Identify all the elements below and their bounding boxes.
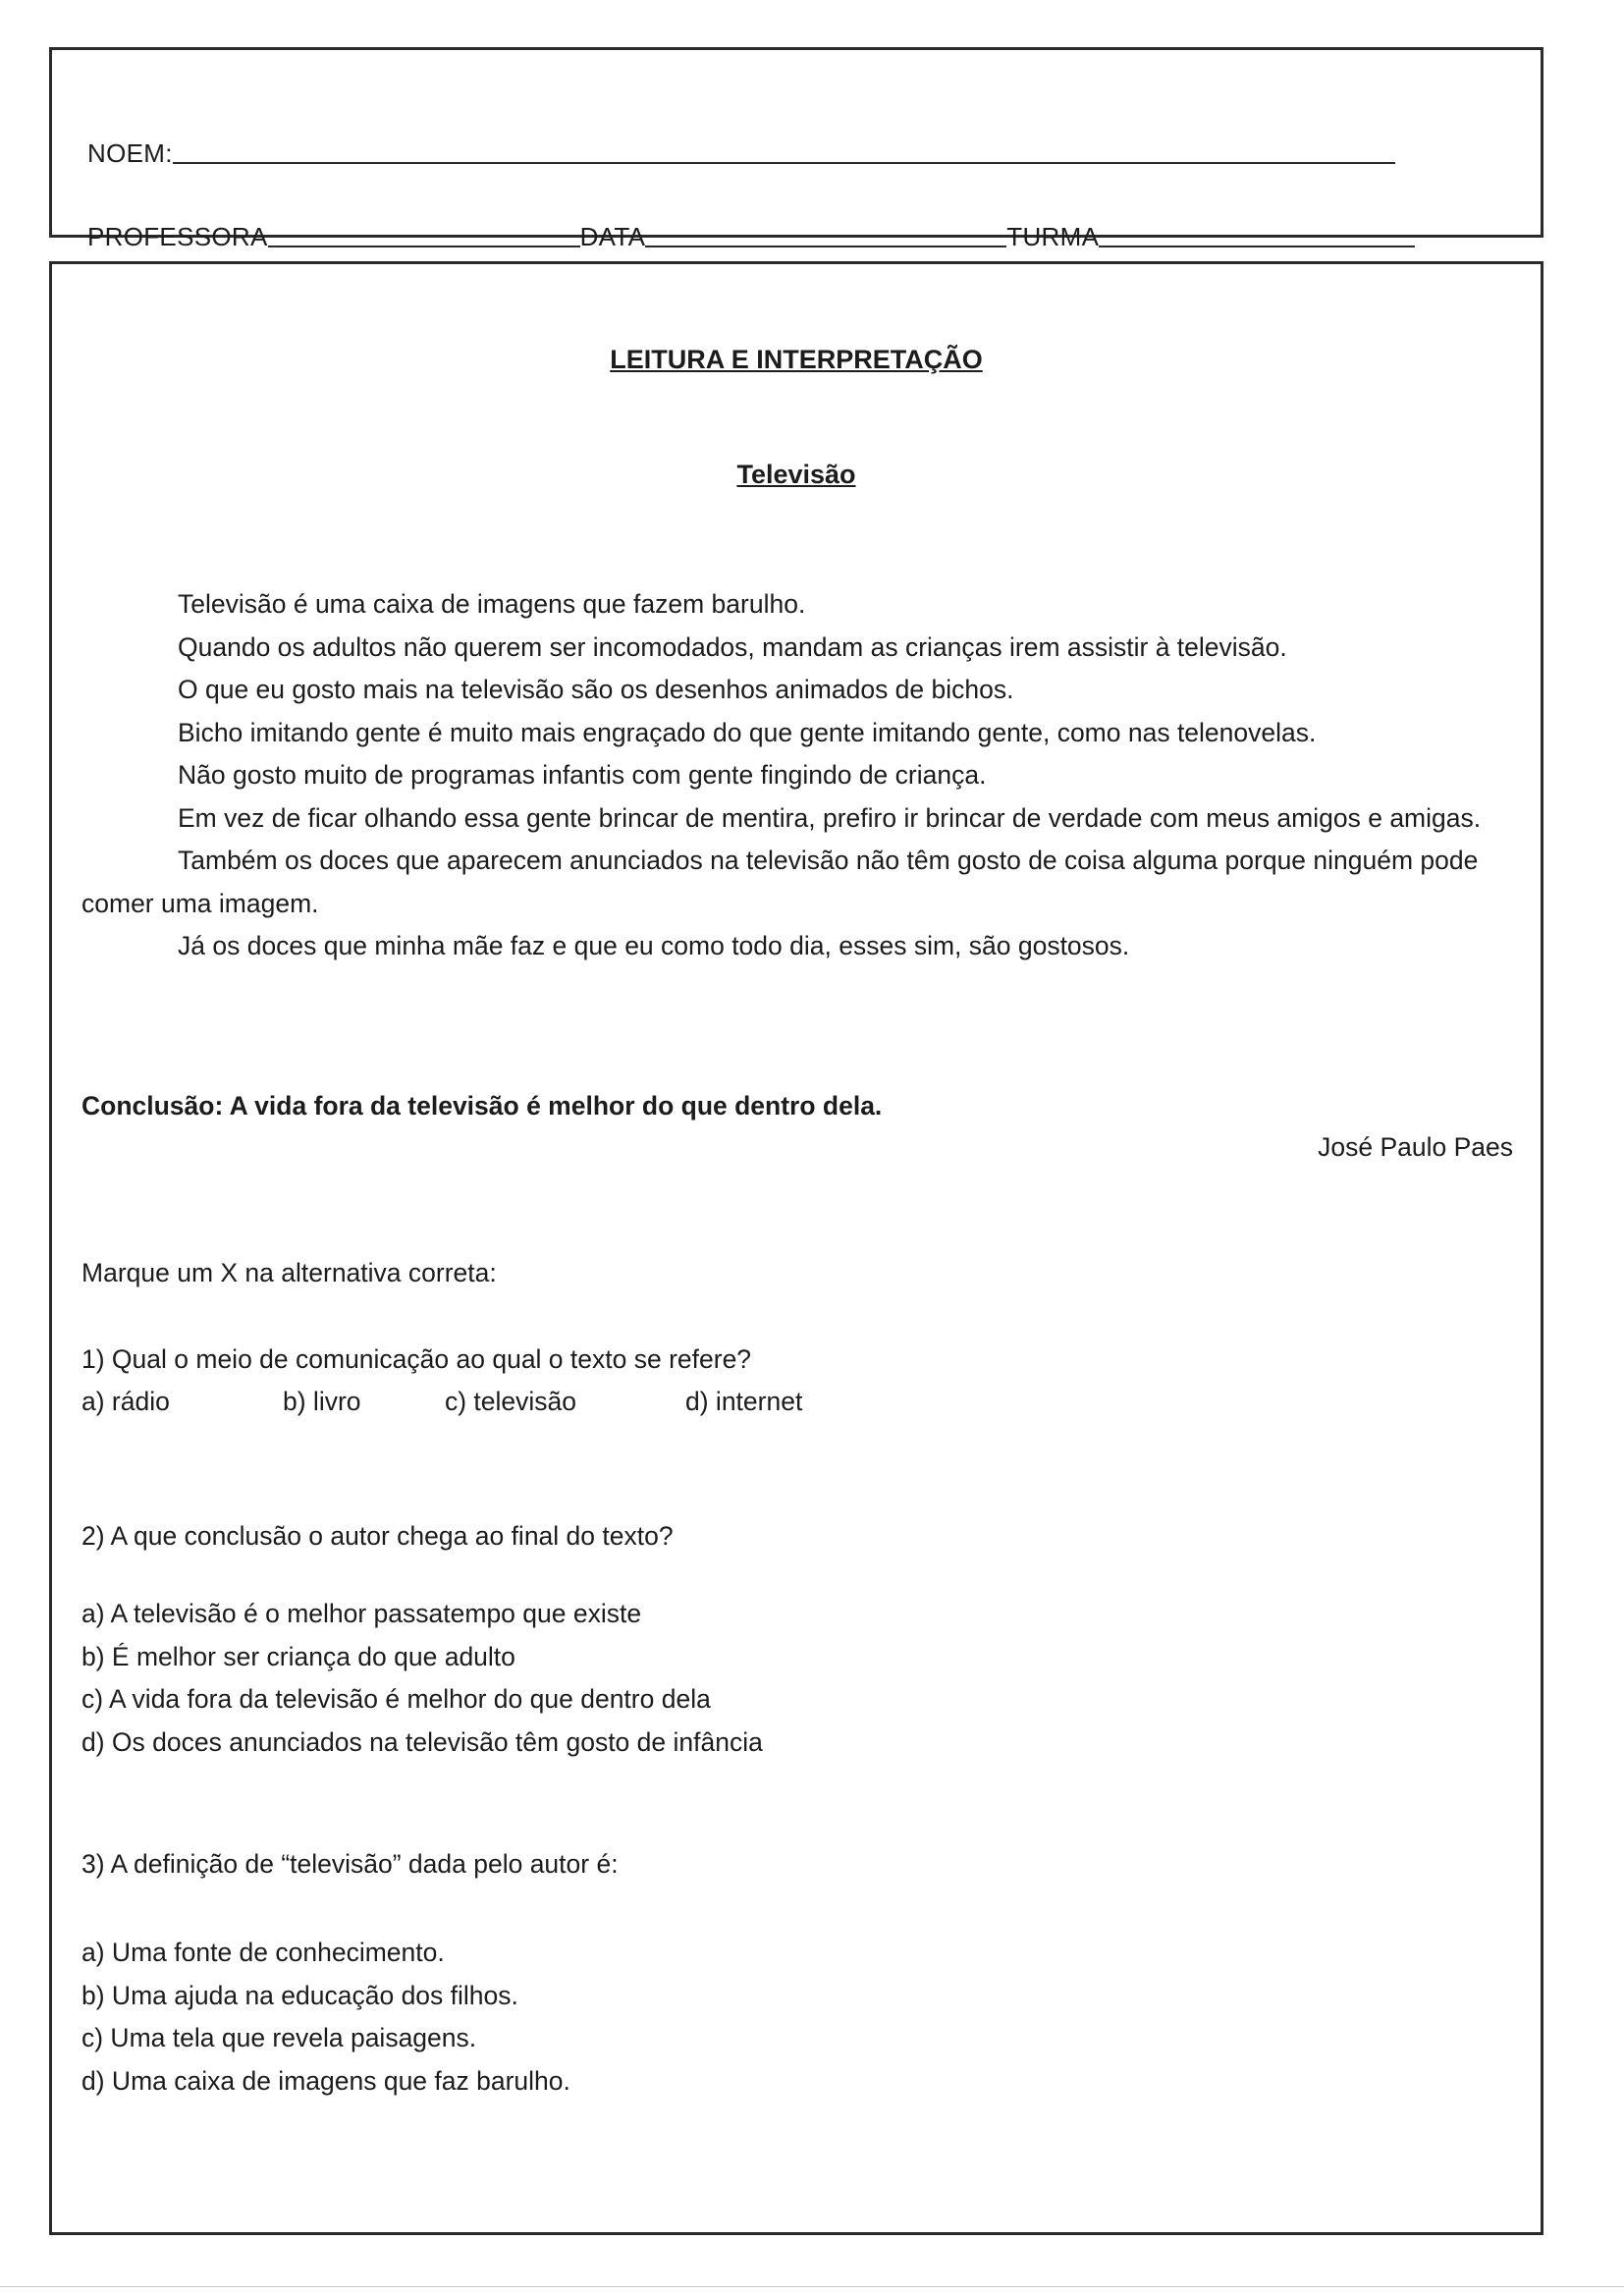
question-2-option-c[interactable]: c) A vida fora da televisão é melhor do que dentro dela [81, 1684, 711, 1714]
name-row [87, 138, 1395, 169]
question-1: 1) Qual o meio de comunicação ao qual o texto se refere? [81, 1344, 752, 1374]
question-3-option-c[interactable]: c) Uma tela que revela paisagens. [81, 2023, 477, 2052]
passage-paragraph: Em vez de ficar olhando essa gente brincar de mentira, prefiro ir brincar de verdade com meus amigos e amigas. [178, 802, 1482, 833]
scan-edge-divider [0, 2286, 1624, 2287]
instruction-text: Marque um X na alternativa correta: [81, 1258, 497, 1287]
passage-paragraph: O que eu gosto mais na televisão são os desenhos animados de bichos. [178, 675, 1014, 704]
question-3-option-d[interactable]: d) Uma caixa de imagens que faz barulho. [81, 2065, 570, 2096]
section-title: LEITURA E INTERPRETAÇÃO [610, 345, 983, 374]
question-3-options [81, 1932, 570, 2103]
passage-paragraph: Já os doces que minha mãe faz e que eu como todo dia, esses sim, são gostosos. [178, 931, 1130, 960]
passage-paragraph: Quando os adultos não querem ser incomodados, mandam as crianças irem assistir à televisão. [178, 631, 1287, 662]
option-internet[interactable]: d) internet [685, 1387, 803, 1416]
teacher-blank-line[interactable] [268, 246, 580, 247]
class-blank-line[interactable] [1099, 246, 1415, 247]
reading-passage [81, 583, 1515, 968]
conclusion-text: Conclusão: A vida fora da televisão é melhor do que dentro dela. [81, 1091, 883, 1121]
question-2-option-b[interactable]: b) É melhor ser criança do que adulto [81, 1641, 515, 1671]
date-label: DATA [579, 222, 646, 251]
passage-paragraph: Também os doces que aparecem anunciados na televisão não têm gosto de coisa alguma porque ninguém pode comer uma imagem. [81, 846, 1479, 918]
passage-paragraph: Bicho imitando gente é muito mais engraçado do que gente imitando gente, como nas telenovelas. [178, 717, 1317, 747]
question-1-options [81, 1387, 965, 1426]
question-3: 3) A definição de “televisão” dada pelo autor é: [81, 1849, 619, 1879]
option-television[interactable]: c) televisão [445, 1387, 577, 1416]
passage-paragraph: Não gosto muito de programas infantis com gente fingindo de criança. [178, 760, 987, 790]
question-3-option-a[interactable]: a) Uma fonte de conhecimento. [81, 1938, 445, 1967]
question-2-option-a[interactable]: a) A televisão é o melhor passatempo que existe [81, 1599, 642, 1628]
passage-paragraph: Televisão é uma caixa de imagens que fazem barulho. [178, 589, 806, 619]
question-2-options [81, 1593, 763, 1764]
option-radio[interactable]: a) rádio [81, 1387, 170, 1416]
date-blank-line[interactable] [645, 246, 1006, 247]
content-box [49, 261, 1543, 2235]
text-title: Televisão [736, 460, 856, 489]
question-2: 2) A que conclusão o autor chega ao final do texto? [81, 1521, 674, 1551]
question-2-option-d[interactable]: d) Os doces anunciados na televisão têm gosto de infância [81, 1726, 763, 1757]
info-row [87, 222, 1415, 252]
teacher-label: PROFESSORA [87, 222, 268, 251]
name-blank-line[interactable] [173, 162, 1395, 164]
name-label: NOEM: [87, 138, 173, 168]
header-box [49, 47, 1543, 251]
option-book[interactable]: b) livro [283, 1387, 361, 1416]
class-label: TURMA [1006, 222, 1100, 251]
author-name: José Paulo Paes [1318, 1132, 1513, 1162]
question-3-option-b[interactable]: b) Uma ajuda na educação dos filhos. [81, 1980, 518, 2010]
